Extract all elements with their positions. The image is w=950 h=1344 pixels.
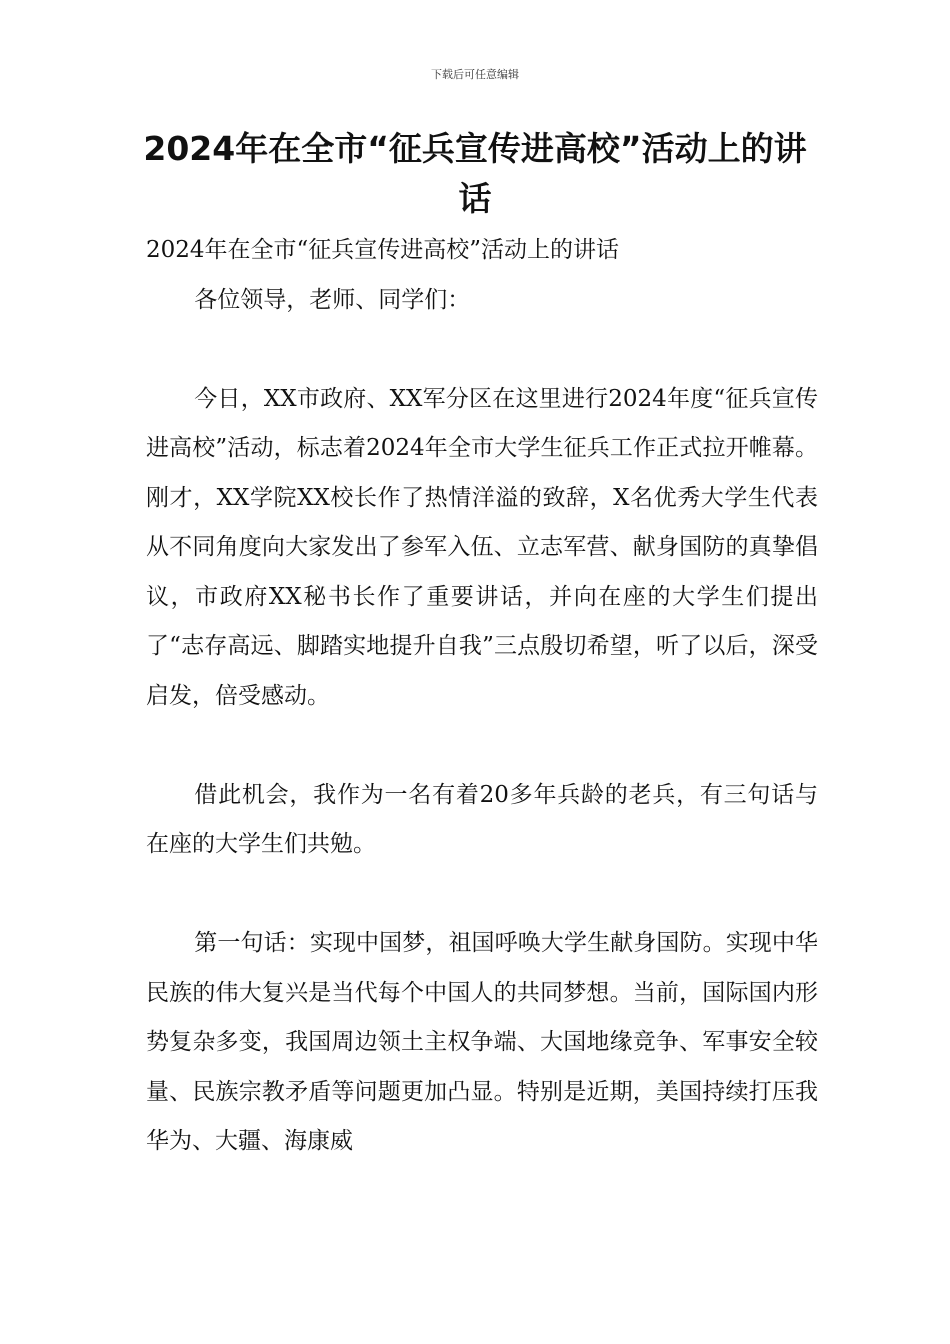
paragraph-1: 今日，XX市政府、XX军分区在这里进行2024年度“征兵宣传进高校”活动，标志着2024年全市大学生征兵工作正式拉开帷幕。刚才，XX学院XX校长作了热情洋溢的致辞，X名优秀大学生代表从不同角度向大家发出了参军入伍、立志军营、献身国防的真挚倡议，市政府XX秘书长作了重要讲话，并向在座的大学生们提出了“志存高远、脚踏实地提升自我”三点殷切希望，听了以后，深受启发，倍受感动。 [146,385,818,709]
salutation: 各位领导，老师、同学们： [194,286,471,313]
document-title: 2024年在全市“征兵宣传进高校”活动上的讲话 [143,129,807,218]
document-subtitle: 2024年在全市“征兵宣传进高校”活动上的讲话 [146,237,620,263]
paragraph-3: 第一句话：实现中国梦，祖国呼唤大学生献身国防。实现中华民族的伟大复兴是当代每个中国人的共同梦想。当前，国际国内形势复杂多变，我国周边领土主权争端、大国地缘竞争、军事安全较量、民族宗教矛盾等问题更加凸显。特别是近期，美国持续打压我华为、大疆、海康威 [146,930,818,1154]
document-body [146,226,818,1216]
paragraph-2: 借此机会，我作为一名有着20多年兵龄的老兵，有三句话与在座的大学生们共勉。 [146,781,818,857]
header-note: 下载后可任意编辑 [431,68,519,81]
